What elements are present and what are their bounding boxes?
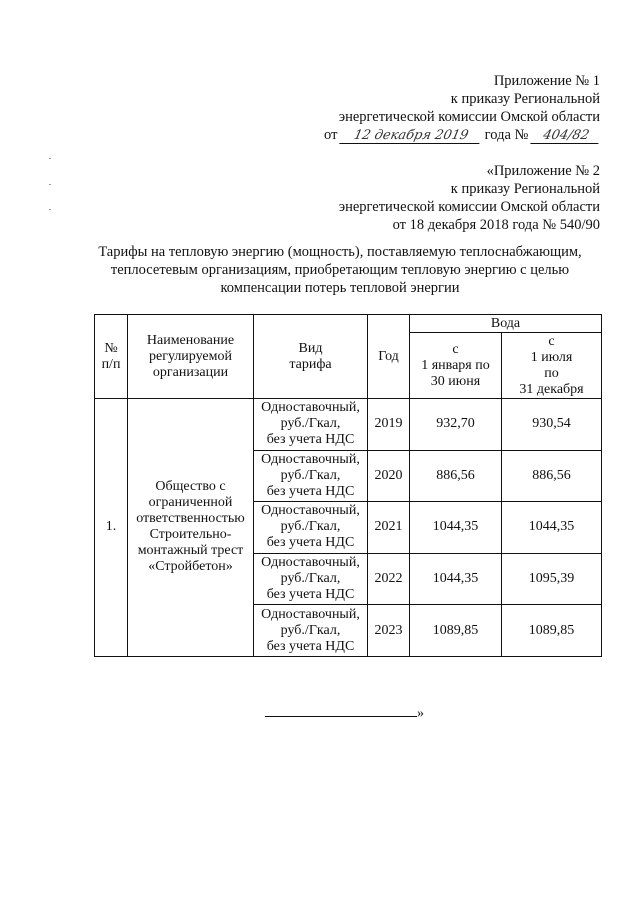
appendix-2-title: «Приложение № 2 [486, 163, 600, 179]
appendix-1-header [324, 72, 600, 144]
from-label: от [324, 127, 338, 143]
first-half-value: 1044,35 [410, 502, 502, 554]
title-line: компенсации потерь тепловой энергии [220, 280, 460, 296]
row-number: 1. [95, 399, 128, 657]
organization-name: Общество с ограниченной ответственностью Строительно- монтажный трест «Стройбетон» [128, 399, 254, 657]
tariff-type-cell: Одноставочный, руб./Гкал, без учета НДС [254, 553, 368, 605]
margin-mark [49, 184, 51, 185]
margin-mark [49, 209, 51, 210]
appendix-2-order-ref: к приказу Региональной [450, 181, 600, 197]
second-half-value: 1089,85 [502, 605, 602, 657]
appendix-2-header [339, 162, 600, 234]
year-cell: 2021 [368, 502, 410, 554]
header-row [95, 315, 602, 333]
year-cell: 2019 [368, 399, 410, 451]
tariff-type-cell: Одноставочный, руб./Гкал, без учета НДС [254, 399, 368, 451]
tariff-type-cell: Одноставочный, руб./Гкал, без учета НДС [254, 450, 368, 502]
header-second-half: с 1 июля по 31 декабря [502, 333, 602, 399]
appendix-1-order-ref: к приказу Региональной [450, 91, 600, 107]
header-water: Вода [410, 315, 602, 333]
year-cell: 2023 [368, 605, 410, 657]
second-half-value: 1044,35 [502, 502, 602, 554]
title-line: теплосетевым организациям, приобретающим тепловую энергию с целью [110, 262, 570, 278]
title-line: Тарифы на тепловую энергию (мощность), поставляемую теплоснабжающим, [98, 244, 582, 260]
header-tariff-type: Вид тарифа [254, 315, 368, 399]
handwritten-date: 12 декабря 2019 [339, 128, 482, 144]
handwritten-order-number: 404/82 [530, 128, 601, 144]
first-half-value: 1044,35 [410, 553, 502, 605]
first-half-value: 1089,85 [410, 605, 502, 657]
margin-mark [49, 158, 51, 159]
appendix-2-date-number: от 18 декабря 2018 года № 540/90 [392, 217, 600, 233]
header-year: Год [368, 315, 410, 399]
second-half-value: 1095,39 [502, 553, 602, 605]
second-half-value: 930,54 [502, 399, 602, 451]
appendix-1-commission: энергетической комиссии Омской области [338, 109, 600, 125]
second-half-value: 886,56 [502, 450, 602, 502]
year-cell: 2022 [368, 553, 410, 605]
header-organization: Наименование регулируемой организации [128, 315, 254, 399]
year-number-label: года № [484, 127, 529, 143]
closing-quote: » [417, 706, 424, 721]
year-cell: 2020 [368, 450, 410, 502]
tariff-type-cell: Одноставочный, руб./Гкал, без учета НДС [254, 502, 368, 554]
tariff-type-cell: Одноставочный, руб./Гкал, без учета НДС [254, 605, 368, 657]
appendix-1-title: Приложение № 1 [493, 73, 600, 89]
document-title [60, 243, 620, 297]
first-half-value: 932,70 [410, 399, 502, 451]
closing-line [265, 706, 424, 722]
tariff-table [94, 314, 602, 657]
closing-rule [265, 706, 417, 717]
appendix-1-signed-line [324, 126, 600, 144]
table-row [95, 399, 602, 451]
header-first-half: с 1 января по 30 июня [410, 333, 502, 399]
header-number: № п/п [95, 315, 128, 399]
first-half-value: 886,56 [410, 450, 502, 502]
appendix-2-commission: энергетической комиссии Омской области [338, 199, 600, 215]
